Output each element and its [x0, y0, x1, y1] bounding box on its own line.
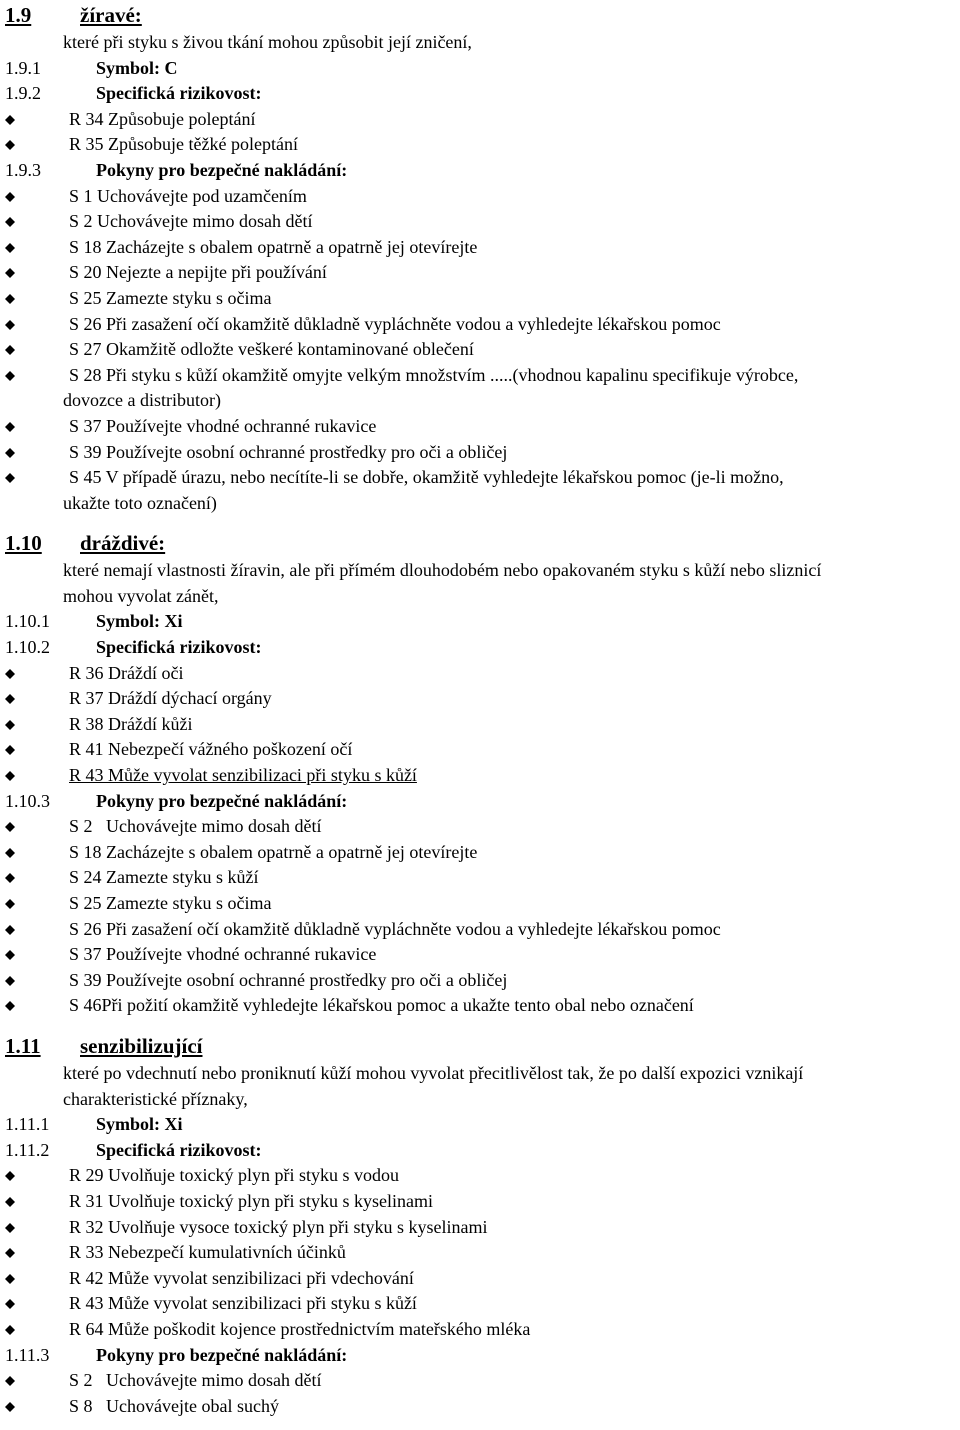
diamond-bullet-icon	[5, 1223, 15, 1233]
diamond-bullet-icon	[5, 294, 15, 304]
section-heading-1-10	[5, 528, 960, 558]
diamond-bullet-icon	[5, 192, 15, 202]
list-item: S 26 Při zasažení očí okamžitě důkladně vypláchněte vodou a vyhledejte lékařskou pomoc	[5, 917, 960, 943]
list-item: S 45 V případě úrazu, nebo necítíte-li se dobře, okamžitě vyhledejte lékařskou pomoc (je-li možno,	[5, 465, 960, 491]
subsection-risk	[5, 1138, 960, 1164]
subsection-title: Pokyny pro bezpečné nakládání:	[96, 790, 348, 811]
subsection-number: 1.11.3	[5, 1344, 50, 1365]
diamond-bullet-icon	[5, 243, 15, 253]
subsection-title: Pokyny pro bezpečné nakládání:	[96, 159, 348, 180]
subsection-title: Symbol: C	[96, 57, 178, 78]
list-item-continuation: ukažte toto označení)	[63, 492, 217, 513]
list-item: R 32 Uvolňuje vysoce toxický plyn při styku s kyselinami	[5, 1215, 960, 1241]
diamond-bullet-icon	[5, 268, 15, 278]
list-item: S 46Při požití okamžitě vyhledejte lékařskou pomoc a ukažte tento obal nebo označení	[5, 993, 960, 1019]
subsection-title: Specifická rizikovost:	[96, 83, 262, 104]
section-heading-1-11	[5, 1031, 960, 1061]
list-item: S 18 Zacházejte s obalem opatrně a opatrně jej otevírejte	[5, 840, 960, 866]
list-item: R 35 Způsobuje těžké poleptání	[5, 132, 960, 158]
section-title: senzibilizující	[80, 1033, 203, 1058]
diamond-bullet-icon	[5, 473, 15, 483]
list-item: R 29 Uvolňuje toxický plyn při styku s vodou	[5, 1163, 960, 1189]
diamond-bullet-icon	[5, 950, 15, 960]
list-item: S 20 Nejezte a nepijte při používání	[5, 260, 960, 286]
diamond-bullet-icon	[5, 140, 15, 150]
diamond-bullet-icon	[5, 115, 15, 125]
diamond-bullet-icon	[5, 976, 15, 986]
section-title: žíravé:	[80, 3, 142, 27]
section-number: 1.9	[5, 3, 32, 27]
diamond-bullet-icon	[5, 1248, 15, 1258]
diamond-bullet-icon	[5, 1376, 15, 1386]
list-item: R 43 Může vyvolat senzibilizaci při styku s kůží	[5, 763, 960, 789]
subsection-symbol	[5, 1112, 960, 1138]
list-item: R 42 Může vyvolat senzibilizaci při vdechování	[5, 1266, 960, 1292]
list-item: S 8 Uchovávejte obal suchý	[5, 1394, 960, 1420]
section-number: 1.10	[5, 531, 42, 556]
diamond-bullet-icon	[5, 1325, 15, 1335]
list-item: S 39 Používejte osobní ochranné prostředky pro oči a obličej	[5, 440, 960, 466]
diamond-bullet-icon	[5, 771, 15, 781]
diamond-bullet-icon	[5, 899, 15, 909]
subsection-number: 1.10.2	[5, 637, 50, 658]
list-item: S 26 Při zasažení očí okamžitě důkladně vypláchněte vodou a vyhledejte lékařskou pomoc	[5, 312, 960, 338]
list-item: R 41 Nebezpečí vážného poškození očí	[5, 737, 960, 763]
section-description: které nemají vlastnosti žíravin, ale při přímém dlouhodobém nebo opakovaném styku s kůží nebo sliznicí	[63, 560, 822, 581]
list-item: S 1 Uchovávejte pod uzamčením	[5, 184, 960, 210]
list-item: R 36 Dráždí oči	[5, 661, 960, 687]
list-item: R 37 Dráždí dýchací orgány	[5, 686, 960, 712]
subsection-title: Specifická rizikovost:	[96, 637, 262, 658]
list-item: S 37 Používejte vhodné ochranné rukavice	[5, 942, 960, 968]
diamond-bullet-icon	[5, 217, 15, 227]
diamond-bullet-icon	[5, 1274, 15, 1284]
list-item: R 31 Uvolňuje toxický plyn při styku s kyselinami	[5, 1189, 960, 1215]
subsection-safety	[5, 1343, 960, 1369]
diamond-bullet-icon	[5, 669, 15, 679]
list-item-continuation: dovozce a distributor)	[63, 390, 221, 411]
subsection-title: Symbol: Xi	[96, 1114, 183, 1135]
list-item: S 18 Zacházejte s obalem opatrně a opatrně jej otevírejte	[5, 235, 960, 261]
subsection-title: Symbol: Xi	[96, 611, 183, 632]
list-item: S 25 Zamezte styku s očima	[5, 891, 960, 917]
subsection-number: 1.10.3	[5, 790, 50, 811]
subsection-number: 1.10.1	[5, 611, 50, 632]
subsection-risk	[5, 635, 960, 661]
diamond-bullet-icon	[5, 320, 15, 330]
diamond-bullet-icon	[5, 720, 15, 730]
subsection-safety	[5, 789, 960, 815]
list-item: S 2 Uchovávejte mimo dosah dětí	[5, 209, 960, 235]
diamond-bullet-icon	[5, 422, 15, 432]
list-item: S 24 Zamezte styku s kůží	[5, 865, 960, 891]
list-item: R 38 Dráždí kůži	[5, 712, 960, 738]
subsection-title: Pokyny pro bezpečné nakládání:	[96, 1344, 348, 1365]
section-number: 1.11	[5, 1033, 41, 1058]
diamond-bullet-icon	[5, 1197, 15, 1207]
subsection-symbol	[5, 609, 960, 635]
list-item: R 33 Nebezpečí kumulativních účinků	[5, 1240, 960, 1266]
section-description: mohou vyvolat zánět,	[63, 585, 219, 606]
diamond-bullet-icon	[5, 822, 15, 832]
diamond-bullet-icon	[5, 925, 15, 935]
subsection-symbol	[5, 56, 960, 82]
list-item: S 25 Zamezte styku s očima	[5, 286, 960, 312]
list-item: R 34 Způsobuje poleptání	[5, 107, 960, 133]
list-item: S 39 Používejte osobní ochranné prostředky pro oči a obličej	[5, 968, 960, 994]
section-description: které po vdechnutí nebo proniknutí kůží mohou vyvolat přecitlivělost tak, že po další expozici vznikají	[63, 1062, 804, 1083]
list-item: S 27 Okamžitě odložte veškeré kontaminované oblečení	[5, 337, 960, 363]
list-item: R 64 Může poškodit kojence prostřednictvím mateřského mléka	[5, 1317, 960, 1343]
diamond-bullet-icon	[5, 345, 15, 355]
list-item: S 2 Uchovávejte mimo dosah dětí	[5, 814, 960, 840]
diamond-bullet-icon	[5, 1402, 15, 1412]
diamond-bullet-icon	[5, 1001, 15, 1011]
list-item: S 37 Používejte vhodné ochranné rukavice	[5, 414, 960, 440]
diamond-bullet-icon	[5, 448, 15, 458]
subsection-risk	[5, 81, 960, 107]
subsection-number: 1.11.1	[5, 1114, 50, 1135]
diamond-bullet-icon	[5, 694, 15, 704]
document-page	[5, 0, 960, 1419]
list-item: S 2 Uchovávejte mimo dosah dětí	[5, 1368, 960, 1394]
diamond-bullet-icon	[5, 1171, 15, 1181]
list-item: S 28 Při styku s kůží okamžitě omyjte velkým množstvím .....(vhodnou kapalinu specifikuje výrobce,	[5, 363, 960, 389]
diamond-bullet-icon	[5, 371, 15, 381]
diamond-bullet-icon	[5, 873, 15, 883]
section-description: které při styku s živou tkání mohou způsobit její zničení,	[63, 32, 472, 52]
subsection-safety	[5, 158, 960, 184]
list-item: R 43 Může vyvolat senzibilizaci při styku s kůží	[5, 1291, 960, 1317]
diamond-bullet-icon	[5, 745, 15, 755]
diamond-bullet-icon	[5, 848, 15, 858]
subsection-number: 1.9.1	[5, 57, 41, 78]
diamond-bullet-icon	[5, 1299, 15, 1309]
subsection-number: 1.11.2	[5, 1139, 50, 1160]
section-description: charakteristické příznaky,	[63, 1088, 248, 1109]
subsection-number: 1.9.2	[5, 83, 41, 104]
section-heading-1-9	[5, 0, 960, 30]
section-title: dráždivé:	[80, 531, 166, 556]
subsection-number: 1.9.3	[5, 159, 41, 180]
subsection-title: Specifická rizikovost:	[96, 1139, 262, 1160]
